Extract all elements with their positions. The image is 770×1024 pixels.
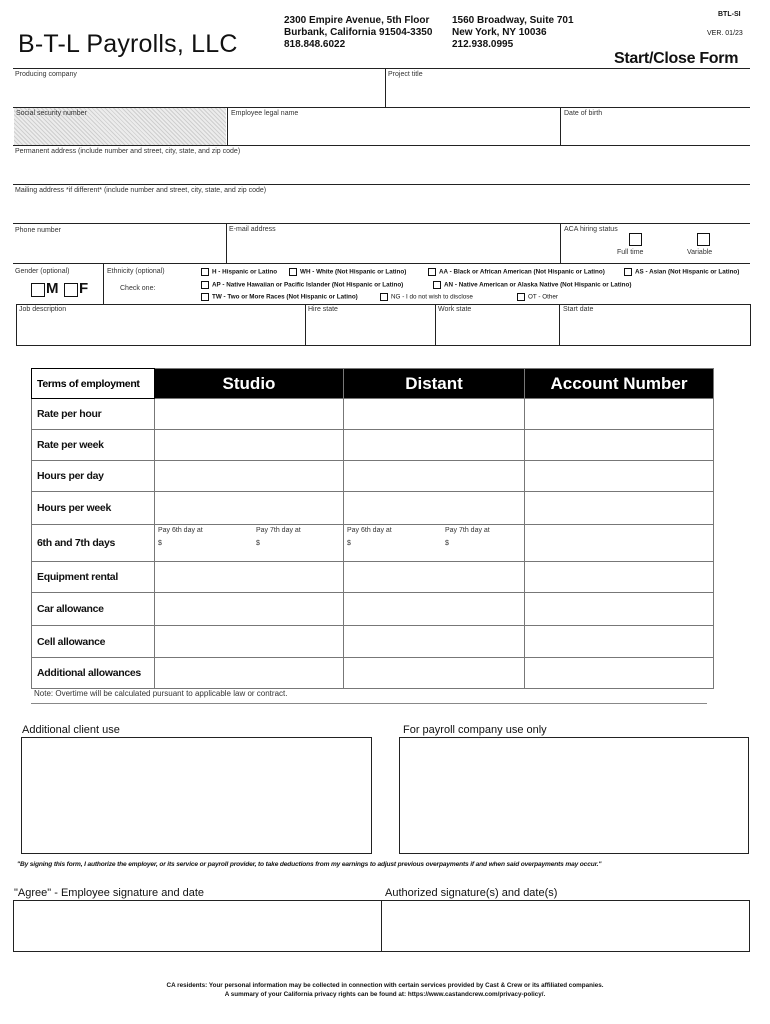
terms-header-label: Terms of employment — [32, 369, 155, 399]
option-label: OT - Other — [528, 293, 558, 301]
ethnicity-option-aa[interactable] — [428, 268, 605, 276]
hours-per-week-studio-field[interactable] — [155, 492, 344, 525]
work-state-label: Work state — [438, 306, 472, 313]
additional-allowances-studio-field[interactable] — [155, 658, 344, 689]
hours-per-day-studio-field[interactable] — [155, 461, 344, 492]
client-use-box[interactable] — [21, 737, 372, 854]
distant-column-header: Distant — [344, 369, 525, 399]
divider — [559, 304, 560, 345]
address-line: 2300 Empire Avenue, 5th Floor — [284, 15, 430, 26]
car-allowance-studio-field[interactable] — [155, 593, 344, 626]
option-label: AA - Black or African American (Not Hispanic or Latino) — [439, 268, 605, 276]
legal-name-label: Employee legal name — [231, 110, 299, 117]
divider — [227, 107, 228, 145]
ethnicity-option-tw[interactable] — [201, 293, 358, 301]
gender-m-label: M — [46, 280, 59, 297]
producing-company-field[interactable] — [15, 80, 383, 106]
address-line: Burbank, California 91504-3350 — [284, 27, 433, 38]
studio-column-header: Studio — [155, 369, 344, 399]
additional-allowances-distant-field[interactable] — [344, 658, 525, 689]
checkbox-icon — [433, 281, 441, 289]
project-title-field[interactable] — [388, 80, 748, 106]
checkbox-icon — [201, 268, 209, 276]
address-newyork — [452, 15, 574, 51]
option-label: NG - I do not wish to disclose — [391, 293, 473, 301]
payroll-use-box[interactable] — [399, 737, 749, 854]
address-line: 1560 Broadway, Suite 701 — [452, 15, 574, 26]
job-description-label: Job description — [19, 306, 67, 313]
divider — [103, 264, 104, 304]
form-code: BTL-SI — [718, 11, 741, 18]
cell-allowance-studio-field[interactable] — [155, 626, 344, 658]
authorized-signature-field[interactable] — [384, 902, 746, 949]
pay-7th-label: Pay 7th day at — [445, 527, 490, 534]
divider — [305, 304, 306, 345]
ethnicity-option-ng[interactable] — [380, 293, 473, 301]
equipment-rental-studio-field[interactable] — [155, 562, 344, 593]
producing-company-label: Producing company — [15, 71, 77, 78]
rate-per-hour-account-field[interactable] — [525, 399, 714, 430]
authorized-signature-label: Authorized signature(s) and date(s) — [385, 887, 558, 899]
payroll-use-label: For payroll company use only — [403, 724, 547, 736]
divider — [13, 184, 750, 185]
dob-field[interactable] — [564, 120, 748, 144]
footer-line-2: A summary of your California privacy rights can be found at: https://www.castandcrew.com/privacy-policy/. — [224, 991, 546, 998]
account-number-column-header: Account Number — [525, 369, 714, 399]
row-label: Hours per week — [32, 492, 155, 525]
email-label: E-mail address — [229, 226, 276, 233]
option-label: WH - White (Not Hispanic or Latino) — [300, 268, 407, 276]
row-label: 6th and 7th days — [32, 525, 155, 562]
company-logo: B-T-L Payrolls, LLC — [18, 30, 238, 58]
hire-state-field[interactable] — [308, 316, 433, 342]
email-field[interactable] — [229, 237, 557, 261]
row-label: Equipment rental — [32, 562, 155, 593]
checkbox-icon — [380, 293, 388, 301]
checkbox-icon — [428, 268, 436, 276]
row-label: Car allowance — [32, 593, 155, 626]
car-allowance-account-field[interactable] — [525, 593, 714, 626]
ethnicity-option-wh[interactable] — [289, 268, 406, 276]
additional-allowances-account-field[interactable] — [525, 658, 714, 689]
ethnicity-option-h[interactable] — [201, 268, 277, 276]
row-label: Additional allowances — [32, 658, 155, 689]
rate-per-hour-studio-field[interactable] — [155, 399, 344, 430]
permanent-address-field[interactable] — [15, 158, 748, 182]
employee-signature-label: "Agree" - Employee signature and date — [14, 887, 205, 899]
address-line: 818.848.6022 — [284, 39, 346, 50]
start-date-field[interactable] — [563, 316, 746, 342]
dollar-sign: $ — [445, 540, 449, 547]
hours-per-day-distant-field[interactable] — [344, 461, 525, 492]
divider — [385, 68, 386, 108]
divider — [435, 304, 436, 345]
address-burbank — [284, 15, 432, 51]
variable-label: Variable — [687, 249, 713, 256]
terms-header-row — [32, 369, 714, 399]
mailing-address-field[interactable] — [15, 197, 748, 221]
equipment-rental-distant-field[interactable] — [344, 562, 525, 593]
row-label: Hours per day — [32, 461, 155, 492]
footer-line-1: CA residents: Your personal information may be collected in connection with certain services provided by Cast & Crew or its affiliated companies. — [166, 982, 604, 989]
form-version: VER. 01/23 — [707, 30, 743, 37]
ethnicity-option-ot[interactable] — [517, 293, 558, 301]
full-time-checkbox[interactable] — [629, 233, 642, 246]
project-title-label: Project title — [388, 71, 423, 78]
dollar-sign: $ — [158, 540, 162, 547]
table-row — [32, 626, 714, 658]
dollar-sign: $ — [347, 540, 351, 547]
sixth-seventh-account-field[interactable] — [525, 525, 714, 562]
rate-per-week-account-field[interactable] — [525, 430, 714, 461]
ethnicity-option-as[interactable] — [624, 268, 739, 276]
cell-allowance-distant-field[interactable] — [344, 626, 525, 658]
check-one-label: Check one: — [120, 285, 156, 292]
equipment-rental-account-field[interactable] — [525, 562, 714, 593]
client-use-label: Additional client use — [22, 724, 120, 736]
variable-checkbox[interactable] — [697, 233, 710, 246]
job-description-field[interactable] — [19, 316, 302, 342]
mailing-address-label: Mailing address *if different* (include number and street, city, state, and zip code) — [15, 187, 267, 194]
rate-per-week-distant-field[interactable] — [344, 430, 525, 461]
divider — [560, 223, 561, 263]
dob-label: Date of birth — [564, 110, 603, 117]
divider — [31, 703, 707, 704]
dollar-sign: $ — [256, 540, 260, 547]
row-label: Rate per hour — [32, 399, 155, 430]
table-row — [32, 593, 714, 626]
pay-6th-label: Pay 6th day at — [158, 527, 203, 534]
option-label: AP - Native Hawaiian or Pacific Islander (Not Hispanic or Latino) — [212, 281, 404, 289]
gender-m-checkbox[interactable] — [31, 283, 45, 297]
hours-per-week-distant-field[interactable] — [344, 492, 525, 525]
aca-label: ACA hiring status — [564, 226, 618, 233]
sixth-seventh-studio-field[interactable] — [155, 525, 344, 562]
phone-label: Phone number — [15, 227, 61, 234]
table-row — [32, 658, 714, 689]
phone-field[interactable] — [15, 237, 223, 261]
option-label: AN - Native American or Alaska Native (Not Hispanic or Latino) — [444, 281, 632, 289]
ssn-label: Social security number — [16, 110, 87, 117]
authorization-statement: "By signing this form, I authorize the employer, or its service or payroll provider, to take deductions from my earnings to adjust previous overpayments if and when said overpayments may occur." — [17, 861, 602, 868]
gender-f-checkbox[interactable] — [64, 283, 78, 297]
form-title: Start/Close Form — [614, 50, 739, 67]
divider — [560, 107, 561, 145]
checkbox-icon — [201, 293, 209, 301]
divider — [13, 145, 750, 146]
hours-per-day-account-field[interactable] — [525, 461, 714, 492]
start-date-label: Start date — [563, 306, 594, 313]
ethnicity-label: Ethnicity (optional) — [107, 268, 165, 275]
row-label: Rate per week — [32, 430, 155, 461]
rate-per-hour-distant-field[interactable] — [344, 399, 525, 430]
divider — [13, 263, 750, 264]
car-allowance-distant-field[interactable] — [344, 593, 525, 626]
divider — [13, 223, 750, 224]
table-row — [32, 430, 714, 461]
address-line: New York, NY 10036 — [452, 27, 547, 38]
table-row — [32, 525, 714, 562]
employee-signature-field[interactable] — [15, 902, 379, 949]
gender-f-label: F — [79, 280, 89, 297]
cell-allowance-account-field[interactable] — [525, 626, 714, 658]
overtime-note: Note: Overtime will be calculated pursuant to applicable law or contract. — [34, 689, 288, 698]
divider — [13, 68, 750, 69]
rate-per-week-studio-field[interactable] — [155, 430, 344, 461]
checkbox-icon — [517, 293, 525, 301]
full-time-label: Full time — [617, 249, 644, 256]
table-row — [32, 492, 714, 525]
divider — [381, 900, 382, 952]
pay-7th-label: Pay 7th day at — [256, 527, 301, 534]
terms-table — [31, 368, 714, 689]
gender-label: Gender (optional) — [15, 268, 70, 275]
table-row — [32, 399, 714, 430]
hire-state-label: Hire state — [308, 306, 338, 313]
checkbox-icon — [289, 268, 297, 276]
row-label: Cell allowance — [32, 626, 155, 658]
address-line: 212.938.0995 — [452, 39, 514, 50]
option-label: H - Hispanic or Latino — [212, 268, 278, 276]
hours-per-week-account-field[interactable] — [525, 492, 714, 525]
permanent-address-label: Permanent address (include number and street, city, state, and zip code) — [15, 148, 241, 155]
sixth-seventh-distant-field[interactable] — [344, 525, 525, 562]
ethnicity-option-an[interactable] — [433, 281, 631, 289]
table-row — [32, 461, 714, 492]
option-label: TW - Two or More Races (Not Hispanic or Latino) — [212, 293, 358, 301]
option-label: AS - Asian (Not Hispanic or Latino) — [635, 268, 740, 276]
divider — [226, 223, 227, 263]
checkbox-icon — [201, 281, 209, 289]
legal-name-field[interactable] — [231, 120, 556, 144]
pay-6th-label: Pay 6th day at — [347, 527, 392, 534]
table-row — [32, 562, 714, 593]
ethnicity-option-ap[interactable] — [201, 281, 403, 289]
work-state-field[interactable] — [438, 316, 557, 342]
checkbox-icon — [624, 268, 632, 276]
